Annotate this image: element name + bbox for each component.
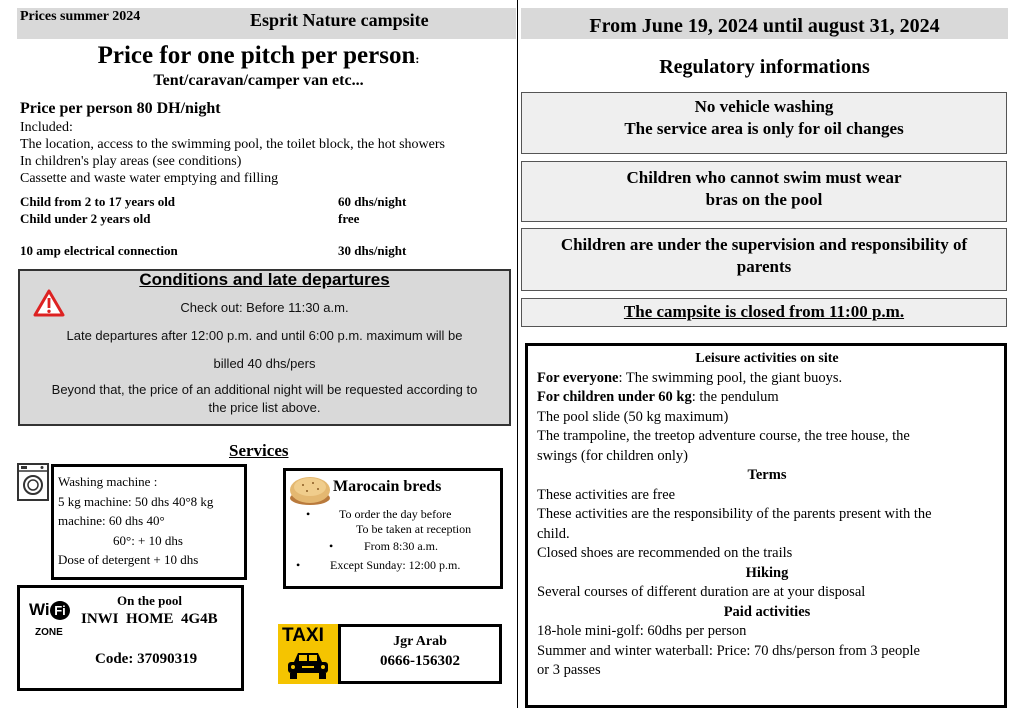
included-line: In children's play areas (see conditions): [20, 154, 242, 169]
regulatory-title: Regulatory informations: [659, 56, 870, 78]
rule-line: Children are under the supervision and responsibility of: [560, 235, 968, 254]
everyone-label: For everyone: [537, 369, 619, 386]
wifi-title: On the pool: [117, 593, 183, 608]
washing-text: [58, 472, 213, 570]
rate-label: Child from 2 to 17 years old: [20, 194, 176, 209]
bread-bullet: To order the day before: [339, 507, 452, 521]
washing-machine-icon: [17, 463, 49, 501]
terms-line: Closed shoes are recommended on the trails: [537, 545, 793, 561]
rule-line: Children who cannot swim must wear: [626, 168, 902, 187]
conditions-line: Beyond that, the price of an additional night will be requested according to: [51, 382, 478, 397]
everyone-text: : The swimming pool, the giant buoys.: [618, 369, 843, 386]
washing-line: machine: 60 dhs 40°: [58, 513, 165, 528]
wifi-logo-zone: ZONE: [35, 627, 63, 638]
price-per-person: Price per person 80 DH/night: [20, 100, 221, 117]
children-text: : the pendulum: [691, 389, 779, 405]
date-range: From June 19, 2024 until august 31, 2024: [589, 15, 940, 37]
rule-box: [521, 92, 1007, 154]
paid-line: 18-hole mini-golf: 60dhs per person: [537, 623, 747, 639]
terms-title: Terms: [747, 467, 787, 483]
bullet-dot: •: [329, 539, 334, 553]
bread-title: Marocain breds: [333, 478, 442, 495]
washing-line: Dose of detergent + 10 dhs: [58, 552, 199, 567]
wifi-network: INWI HOME 4G4B: [81, 611, 218, 627]
leisure-trampoline: The trampoline, the treetop adventure course, the tree house, the: [537, 428, 910, 444]
leisure-box: [525, 343, 1007, 708]
taxi-phone: 0666-156302: [380, 653, 460, 669]
wifi-box: [17, 585, 244, 691]
included-line: The location, access to the swimming pool, the toilet block, the hot showers: [20, 137, 445, 152]
rule-line: bras on the pool: [705, 190, 823, 209]
rule-line: The service area is only for oil changes: [624, 119, 904, 138]
terms-line: These activities are the responsibility of the parents present with the: [537, 506, 932, 522]
taxi-sign-icon: [278, 624, 338, 684]
closing-text: The campsite is closed from 11:00 p.m.: [623, 302, 905, 321]
washing-machine-box: [51, 464, 247, 580]
bullet-dot: •: [306, 507, 311, 521]
wifi-logo-icon: [29, 600, 75, 646]
leisure-title: Leisure activities on site: [695, 351, 839, 366]
conditions-line: Late departures after 12:00 p.m. and until 6:00 p.m. maximum will be: [66, 328, 463, 343]
conditions-title: Conditions and late departures: [139, 270, 390, 289]
services-title: Services: [229, 441, 289, 460]
leisure-children: [537, 388, 997, 408]
paid-line: or 3 passes: [537, 662, 601, 678]
pitch-subtitle: Tent/caravan/camper van etc...: [153, 72, 364, 89]
bread-bullet: Except Sunday: 12:00 p.m.: [330, 558, 461, 572]
included-list: [20, 119, 445, 187]
wifi-code: Code: 37090319: [95, 651, 198, 667]
conditions-text: [20, 300, 509, 418]
wifi-logo-wi: Wi: [29, 600, 50, 619]
bullet-dot: •: [296, 558, 301, 572]
campsite-name: Esprit Nature campsite: [250, 10, 429, 30]
pitch-title: [0, 42, 517, 70]
conditions-line: the price list above.: [208, 400, 321, 415]
rule-box: [521, 228, 1007, 291]
children-label: For children under 60 kg: [537, 389, 692, 405]
taxi-car-icon: [285, 650, 331, 680]
pitch-title-text: Price for one pitch per person: [97, 42, 416, 69]
bread-bullet: From 8:30 a.m.: [364, 539, 438, 553]
terms-line: child.: [537, 525, 570, 542]
leisure-content: [537, 349, 997, 681]
rate-value: 30 dhs/night: [338, 243, 407, 258]
conditions-line: billed 40 dhs/pers: [213, 356, 316, 371]
rate-value: 60 dhs/night: [338, 194, 407, 209]
leisure-everyone: [537, 369, 997, 389]
conditions-box: [18, 269, 511, 426]
washing-line: Washing machine :: [58, 474, 158, 489]
washing-line: 60°: + 10 dhs: [113, 532, 183, 548]
included-line: Included:: [20, 120, 73, 135]
paid-line: Summer and winter waterball: Price: 70 dhs/person from 3 people: [537, 642, 920, 659]
pitch-title-suffix: :: [415, 52, 420, 66]
included-line: Cassette and waste water emptying and filling: [20, 171, 279, 186]
closing-box: [521, 298, 1007, 327]
taxi-sign-text: TAXI: [282, 625, 324, 646]
rule-box: [521, 161, 1007, 222]
prices-label: Prices summer 2024: [20, 9, 141, 24]
bread-box: [283, 468, 503, 589]
bread-bullet: To be taken at reception: [356, 522, 472, 536]
washing-line: 5 kg machine: 50 dhs 40°8 kg: [58, 493, 214, 509]
paid-title: Paid activities: [723, 603, 811, 620]
leisure-slide: The pool slide (50 kg maximum): [537, 408, 729, 425]
terms-line: These activities are free: [537, 486, 676, 503]
taxi-name: Jgr Arab: [393, 634, 447, 649]
bread-icon: [288, 473, 332, 507]
rate-label: Child under 2 years old: [20, 211, 151, 226]
center-divider: [517, 0, 518, 708]
hiking-title: Hiking: [745, 564, 789, 581]
leisure-trampoline: swings (for children only): [537, 447, 689, 464]
hiking-line: Several courses of different duration are at your disposal: [537, 584, 866, 600]
rule-line: parents: [736, 257, 792, 276]
rule-line: No vehicle washing: [694, 97, 834, 116]
rate-value: free: [338, 211, 360, 226]
conditions-line: Check out: Before 11:30 a.m.: [180, 300, 349, 315]
wifi-logo-fi: Fi: [50, 601, 70, 620]
rate-label: 10 amp electrical connection: [20, 243, 178, 258]
taxi-box: [338, 624, 502, 684]
